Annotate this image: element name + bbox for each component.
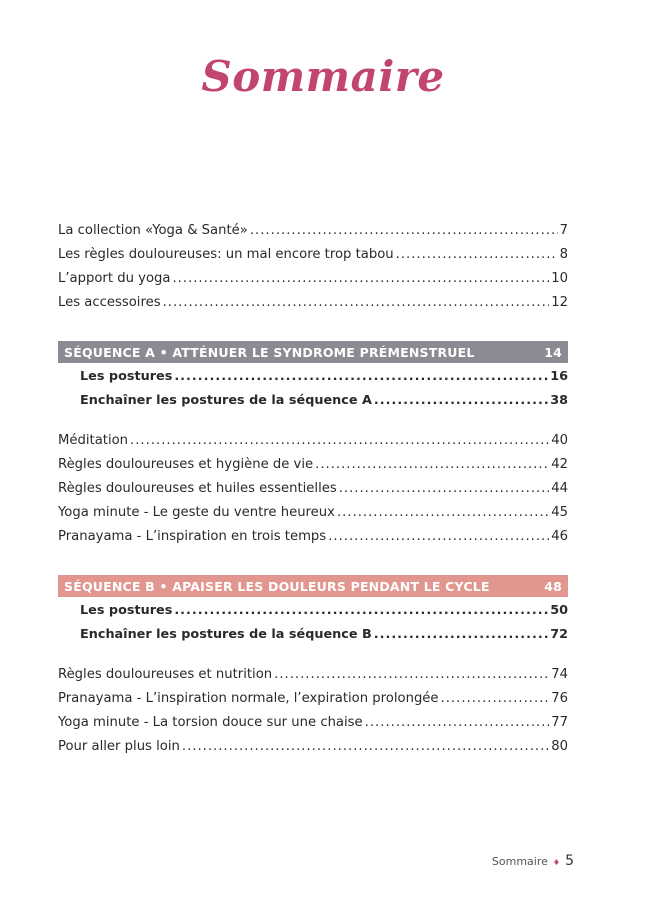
toc-entry[interactable] [58,223,568,247]
sequence-b-title: SÉQUENCE B • APAISER LES DOULEURS PENDANT LE CYCLE [64,578,490,594]
toc-entry-page: 74 [551,667,568,682]
dot-leader [365,715,550,730]
footer-section-label: Sommaire [491,855,548,868]
dot-leader [163,295,550,310]
toc-entry[interactable] [58,433,568,457]
toc-entry-page: 76 [551,691,568,706]
dot-leader [315,457,549,472]
toc-entry-page: 16 [550,369,568,384]
toc-entry-page: 80 [551,739,568,754]
dot-leader [441,691,550,706]
toc-subentry[interactable] [58,627,568,651]
toc-entry-label: Règles douloureuses et nutrition [58,667,273,682]
toc-entry-label: Les accessoires [58,295,161,310]
dot-leader [250,223,558,238]
toc-subentry[interactable] [58,603,568,627]
dot-leader [374,393,548,408]
toc-entry-label: Règles douloureuses et hygiène de vie [58,457,314,472]
toc-entry-page: 50 [550,603,568,618]
toc-entry[interactable] [58,505,568,529]
toc-entry-label: Les règles douloureuses: un mal encore trop tabou [58,247,394,262]
page-number: 5 [565,853,574,869]
toc-entry-page: 7 [559,223,568,238]
toc-entry[interactable] [58,271,568,295]
sequence-b-page: 48 [544,578,562,594]
toc-entry-page: 44 [551,481,568,496]
dot-leader [130,433,549,448]
toc-entry[interactable] [58,667,568,691]
page-title: Sommaire [201,52,445,101]
sequence-b-header[interactable] [58,575,568,597]
dot-leader [174,369,548,384]
sequence-a-title: SÉQUENCE A • ATTÉNUER LE SYNDROME PRÉMENSTRUEL [64,344,475,360]
toc-entry-page: 8 [559,247,568,262]
toc-entry-page: 45 [551,505,568,520]
page-footer [492,853,574,869]
toc-entry-page: 72 [550,627,568,642]
dot-leader [339,481,550,496]
toc-entry[interactable] [58,295,568,319]
toc-entry[interactable] [58,529,568,553]
toc-entry-label: Yoga minute - Le geste du ventre heureux [58,505,335,520]
toc-entry-label: Pranayama - L’inspiration normale, l’expiration prolongée [58,691,439,706]
toc-entry-label: Méditation [58,433,129,448]
dot-leader [274,667,549,682]
dot-leader [172,271,549,286]
toc-entry[interactable] [58,457,568,481]
toc-entry-page: 10 [551,271,568,286]
toc-entry[interactable] [58,691,568,715]
toc-entry-label: Les postures [80,603,173,618]
toc-entry[interactable] [58,481,568,505]
toc-entry-label: Pranayama - L’inspiration en trois temps [58,529,327,544]
toc-entry-page: 12 [551,295,568,310]
diamond-icon: ♦ [552,858,561,867]
toc-subentry[interactable] [58,369,568,393]
toc-entry-label: Yoga minute - La torsion douce sur une chaise [58,715,363,730]
toc-subentry[interactable] [58,393,568,417]
dot-leader [337,505,549,520]
table-of-contents [58,223,568,763]
toc-entry[interactable] [58,739,568,763]
toc-entry-label: Les postures [80,369,173,384]
sequence-a-page: 14 [544,344,562,360]
dot-leader [374,627,548,642]
dot-leader [328,529,549,544]
toc-entry[interactable] [58,715,568,739]
toc-entry-page: 38 [550,393,568,408]
toc-entry-label: Enchaîner les postures de la séquence B [80,627,372,642]
toc-entry-page: 40 [551,433,568,448]
toc-entry[interactable] [58,247,568,271]
toc-entry-label: Pour aller plus loin [58,739,180,754]
toc-entry-label: Enchaîner les postures de la séquence A [80,393,372,408]
toc-entry-label: Règles douloureuses et huiles essentielles [58,481,337,496]
dot-leader [182,739,549,754]
toc-entry-page: 77 [551,715,568,730]
toc-entry-page: 46 [551,529,568,544]
toc-entry-label: La collection «Yoga & Santé» [58,223,248,238]
toc-entry-page: 42 [551,457,568,472]
dot-leader [174,603,548,618]
sequence-a-header[interactable] [58,341,568,363]
toc-entry-label: L’apport du yoga [58,271,171,286]
dot-leader [396,247,558,262]
